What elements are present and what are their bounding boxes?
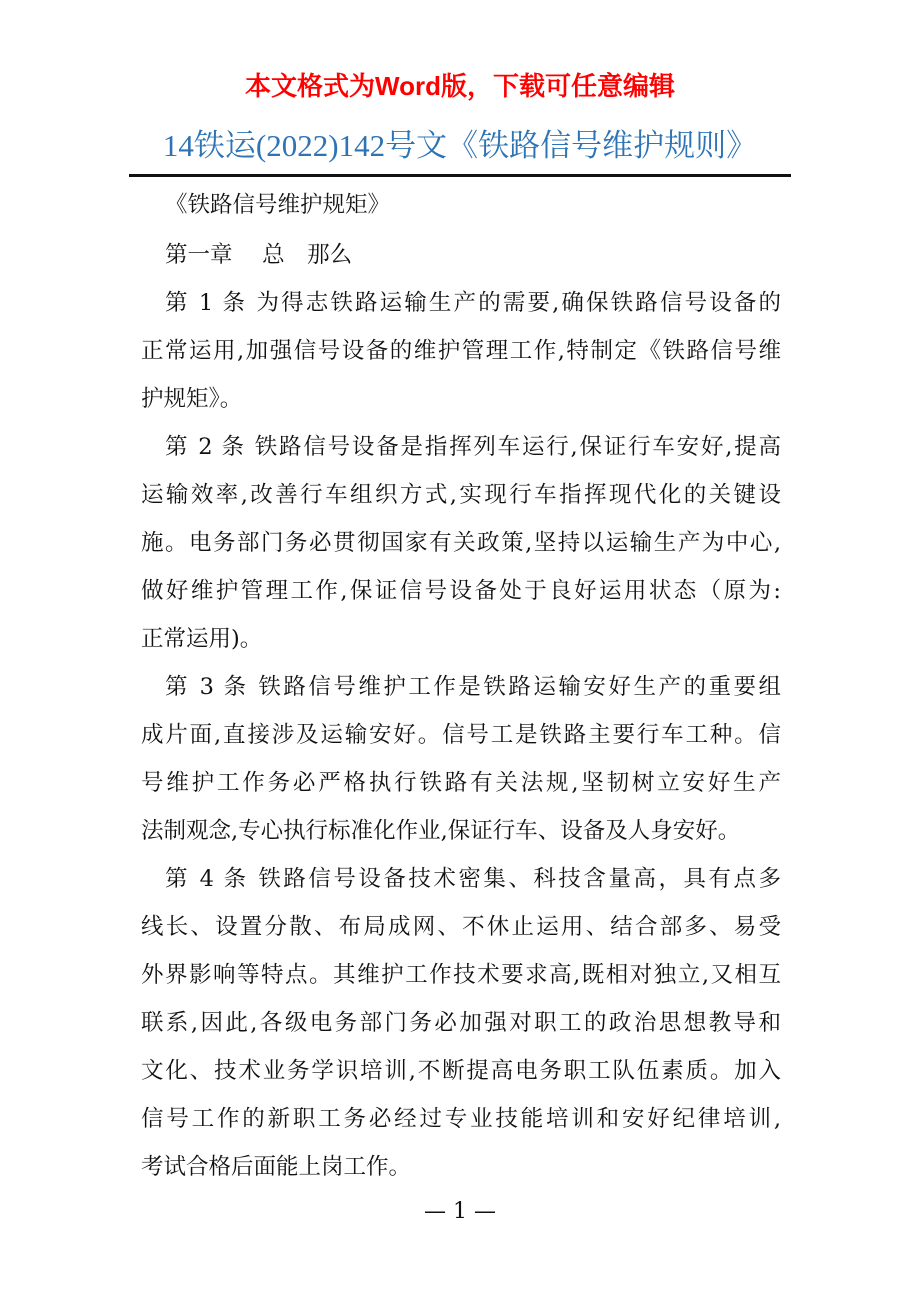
- title-divider: [129, 174, 791, 177]
- paragraph-line: 成片面,直接涉及运输安好。信号工是铁路主要行车工种。信: [141, 722, 781, 748]
- article-paragraph: [141, 663, 781, 855]
- page-number: — 1 —: [424, 1199, 496, 1224]
- subtitle: 《铁路信号维护规矩》: [165, 192, 391, 218]
- chapter-heading: 第一章 总 那么: [165, 242, 353, 268]
- article-paragraph: [141, 423, 781, 663]
- paragraph-line: 文化、技术业务学识培训,不断提高电务职工队伍素质。加入: [141, 1058, 781, 1084]
- paragraph-line: 联系,因此,各级电务部门务必加强对职工的政治思想教导和: [141, 1010, 781, 1036]
- paragraph-line: 做好维护管理工作,保证信号设备处于良好运用状态（原为:: [141, 578, 781, 604]
- paragraph-line: 信号工作的新职工务必经过专业技能培训和安好纪律培训,: [141, 1106, 781, 1132]
- paragraph-line: 第 2 条 铁路信号设备是指挥列车运行,保证行车安好,提高: [165, 434, 781, 460]
- paragraph-line: 运输效率,改善行车组织方式,实现行车指挥现代化的关键设: [141, 482, 781, 508]
- paragraph-line: 第 3 条 铁路信号维护工作是铁路运输安好生产的重要组: [165, 674, 781, 700]
- paragraph-line: 法制观念,专心执行标准化作业,保证行车、设备及人身安好。: [141, 818, 741, 844]
- article-paragraphs: [141, 279, 781, 1191]
- article-paragraph: [141, 279, 781, 423]
- article-paragraph: [141, 855, 781, 1191]
- paragraph-line: 线长、设置分散、布局成网、不休止运用、结合部多、易受: [141, 914, 781, 940]
- paragraph-line: 外界影响等特点。其维护工作技术要求高,既相对独立,又相互: [141, 962, 781, 988]
- paragraph-line: 护规矩》。: [141, 386, 243, 412]
- paragraph-line: 第 1 条 为得志铁路运输生产的需要,确保铁路信号设备的: [165, 290, 781, 316]
- paragraph-line: 第 4 条 铁路信号设备技术密集、科技含量高，具有点多: [165, 866, 781, 892]
- paragraph-line: 正常运用)。: [141, 626, 263, 652]
- paragraph-line: 号维护工作务必严格执行铁路有关法规,坚韧树立安好生产: [141, 770, 781, 796]
- paragraph-line: 正常运用,加强信号设备的维护管理工作,特制定《铁路信号维: [141, 338, 781, 364]
- document-body: [141, 181, 781, 1191]
- paragraph-line: 考试合格后面能上岗工作。: [141, 1154, 412, 1180]
- document-title: 14铁运(2022)142号文《铁路信号维护规则》: [162, 128, 758, 163]
- paragraph-line: 施。电务部门务必贯彻国家有关政策,坚持以运输生产为中心,: [141, 530, 781, 556]
- word-format-banner: 本文格式为Word版，下载可任意编辑: [245, 71, 675, 101]
